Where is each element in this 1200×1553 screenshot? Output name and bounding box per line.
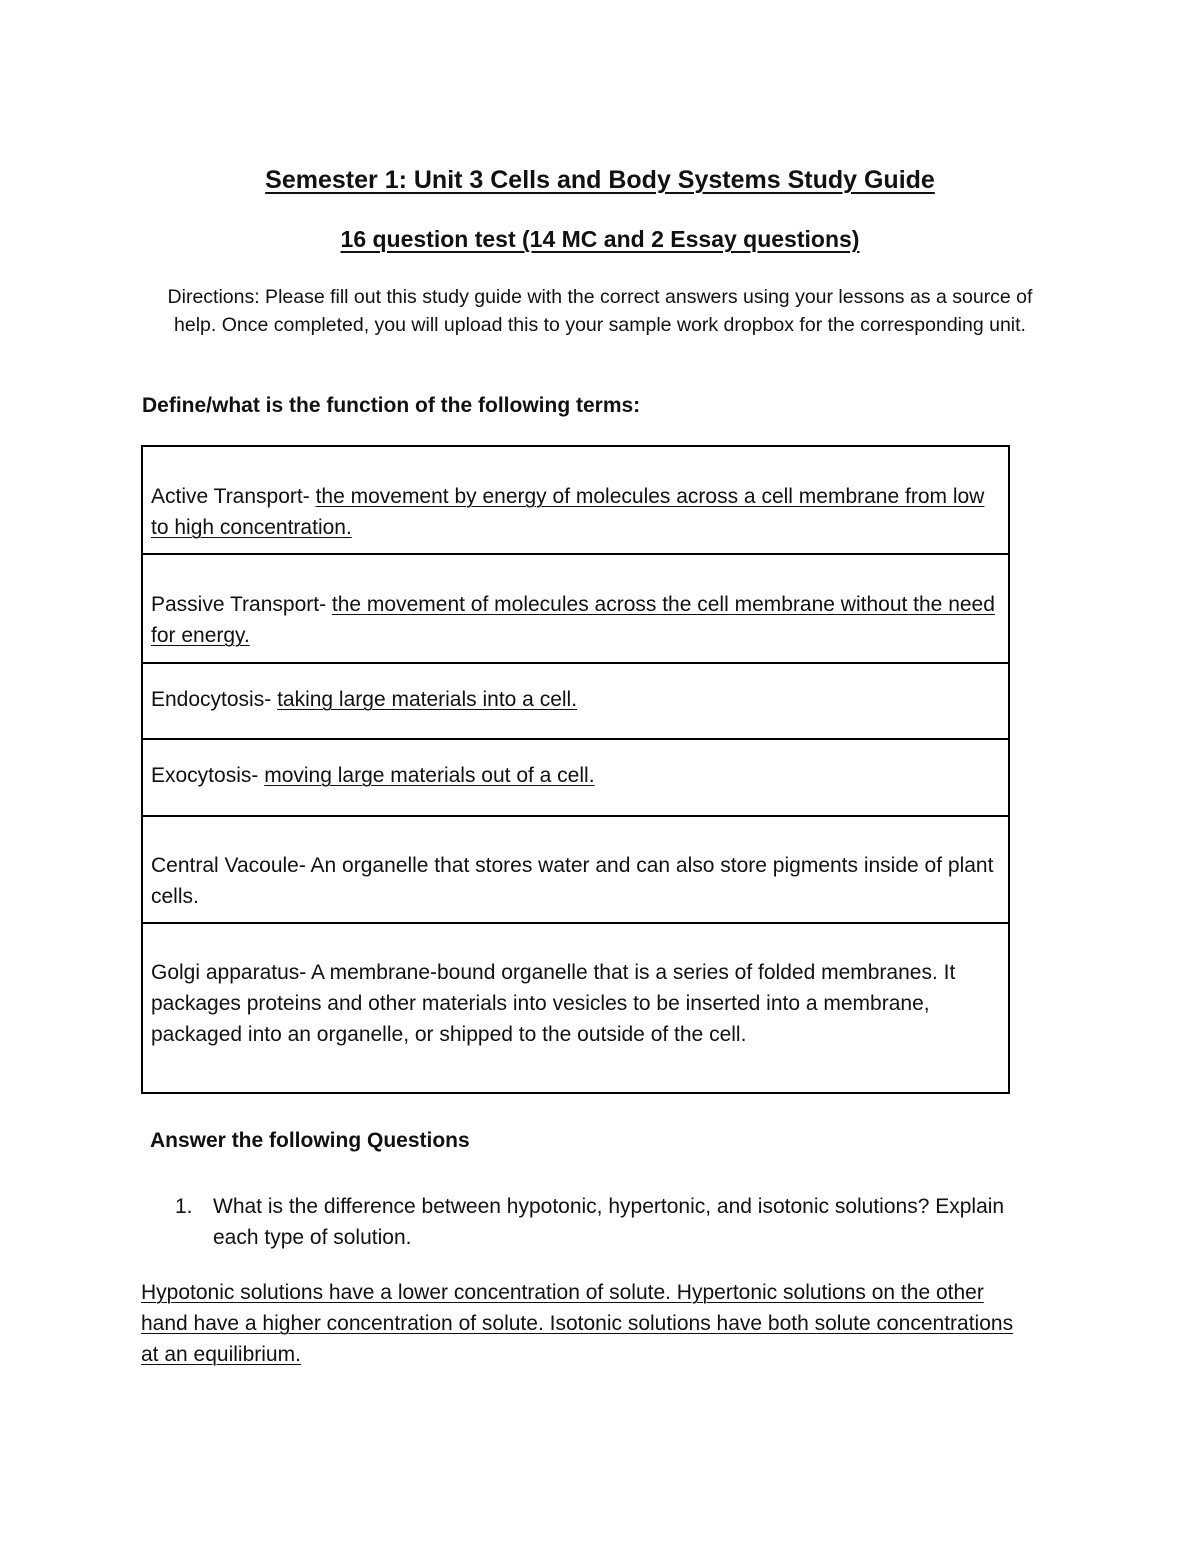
question-text: What is the difference between hypotonic, hypertonic, and isotonic solutions? Explain each type of solution. xyxy=(213,1195,1005,1249)
term-label: Central Vacoule- xyxy=(151,854,311,877)
term-row-endocytosis xyxy=(143,664,1008,740)
term-definition: An organelle that stores water and can also store pigments inside of plant cells. xyxy=(151,854,994,908)
term-row-exocytosis xyxy=(143,740,1008,817)
term-definition: taking large materials into a cell. xyxy=(277,688,578,711)
term-row-passive-transport xyxy=(143,555,1008,664)
term-definition: the movement by energy of molecules across a cell membrane from low to high concentration. xyxy=(151,485,985,539)
page-subtitle: 16 question test (14 MC and 2 Essay questions) xyxy=(340,226,860,252)
term-label: Exocytosis- xyxy=(151,764,265,787)
directions-text: Directions: Please fill out this study guide with the correct answers using your lessons as a source of help. Once completed, you will upload this to your sample work dropbox for the corresponding unit. xyxy=(167,286,1033,336)
term-row-active-transport xyxy=(143,447,1008,555)
term-label: Passive Transport- xyxy=(151,593,332,616)
term-definition: moving large materials out of a cell. xyxy=(264,764,595,787)
question-number: 1. xyxy=(175,1195,193,1218)
terms-section-heading: Define/what is the function of the following terms: xyxy=(142,394,641,417)
term-definition: the movement of molecules across the cell membrane without the need for energy. xyxy=(151,593,995,647)
term-definition: A membrane-bound organelle that is a series of folded membranes. It packages proteins and other materials into vesicles to be inserted into a membrane, packaged into an organelle, or shipped to the outside of the cell. xyxy=(151,961,956,1046)
question-answer: Hypotonic solutions have a lower concentration of solute. Hypertonic solutions on the other hand have a higher concentration of solute. Isotonic solutions have both solute concentrations at an equilibrium. xyxy=(141,1281,1014,1366)
term-row-central-vacoule xyxy=(143,817,1008,924)
term-label: Endocytosis- xyxy=(151,688,278,711)
questions-section-heading: Answer the following Questions xyxy=(150,1129,470,1152)
term-label: Active Transport- xyxy=(151,485,316,508)
page-title: Semester 1: Unit 3 Cells and Body Systems Study Guide xyxy=(265,166,935,194)
question-item xyxy=(175,1191,1035,1253)
terms-table xyxy=(141,445,1010,1094)
term-label: Golgi apparatus- xyxy=(151,961,311,984)
term-row-golgi-apparatus xyxy=(143,924,1008,1092)
